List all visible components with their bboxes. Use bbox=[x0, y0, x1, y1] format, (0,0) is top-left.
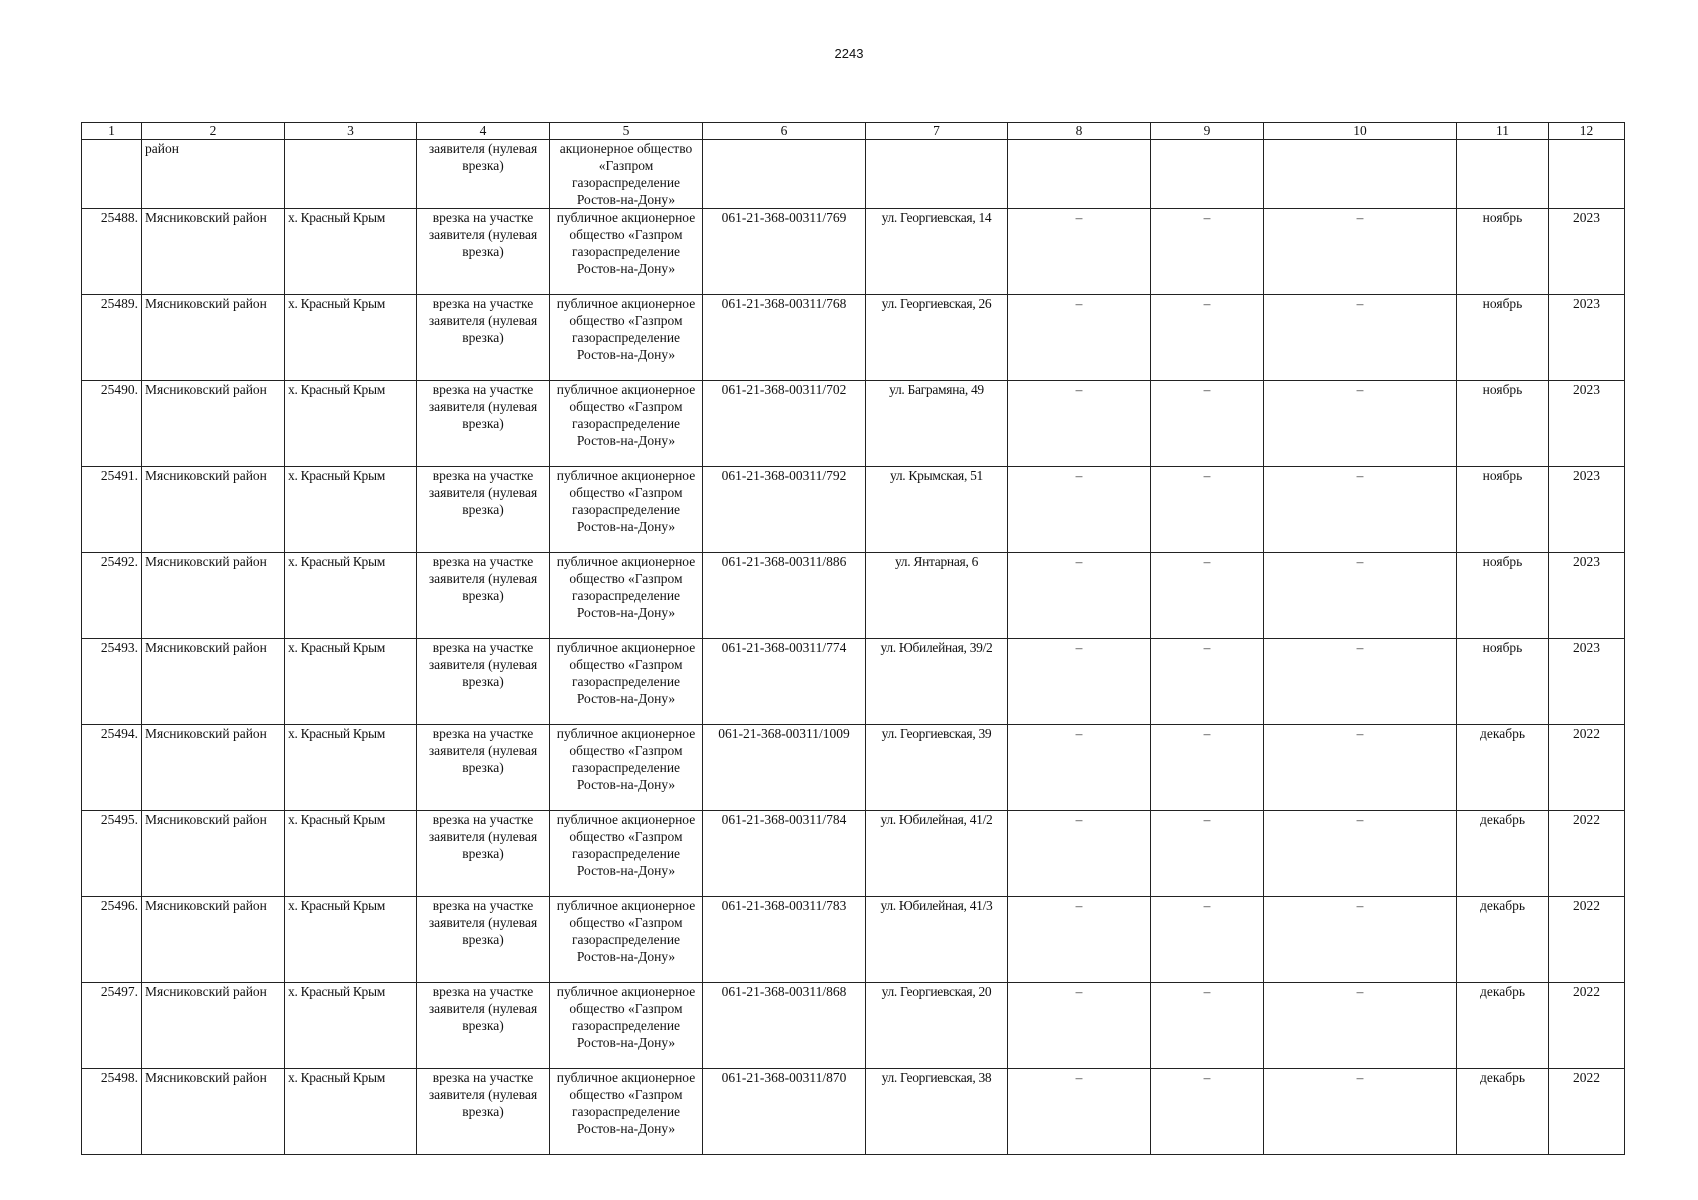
cell-address: ул. Георгиевская, 38 bbox=[866, 1069, 1008, 1155]
column-number-2: 2 bbox=[142, 123, 285, 140]
cell-address: ул. Баграмяна, 49 bbox=[866, 381, 1008, 467]
cell-year: 2022 bbox=[1549, 983, 1625, 1069]
cell-year: 2023 bbox=[1549, 295, 1625, 381]
cell-permit-number: 061-21-368-00311/870 bbox=[703, 1069, 866, 1155]
cell-month: декабрь bbox=[1457, 725, 1549, 811]
cell-col-10: – bbox=[1264, 811, 1457, 897]
cell-address: ул. Крымская, 51 bbox=[866, 467, 1008, 553]
cell-col-8: – bbox=[1008, 639, 1151, 725]
cell-connection-type: врезка на участке заявителя (нулевая врезка) bbox=[417, 983, 550, 1069]
cell-year: 2022 bbox=[1549, 1069, 1625, 1155]
table-row bbox=[82, 811, 1625, 897]
cell-col-10: – bbox=[1264, 209, 1457, 295]
column-number-1: 1 bbox=[82, 123, 142, 140]
cell-organization: публичное акционерное общество «Газпром газораспределение Ростов-на-Дону» bbox=[550, 553, 703, 639]
cell-address: ул. Янтарная, 6 bbox=[866, 553, 1008, 639]
cell-year: 2023 bbox=[1549, 467, 1625, 553]
cell-settlement: х. Красный Крым bbox=[285, 209, 417, 295]
cell-col-8: – bbox=[1008, 1069, 1151, 1155]
cell-col-8: – bbox=[1008, 553, 1151, 639]
cell-row-number: 25492. bbox=[82, 553, 142, 639]
cell-year: 2023 bbox=[1549, 639, 1625, 725]
cell-permit-number: 061-21-368-00311/868 bbox=[703, 983, 866, 1069]
cell-district: Мясниковский район bbox=[142, 897, 285, 983]
cell-col-9: – bbox=[1151, 467, 1264, 553]
cell-month: ноябрь bbox=[1457, 381, 1549, 467]
cell-organization: публичное акционерное общество «Газпром газораспределение Ростов-на-Дону» bbox=[550, 725, 703, 811]
cell-permit-number: 061-21-368-00311/774 bbox=[703, 639, 866, 725]
cell-permit-number: 061-21-368-00311/783 bbox=[703, 897, 866, 983]
cell-row-number: 25495. bbox=[82, 811, 142, 897]
cell-year: 2022 bbox=[1549, 811, 1625, 897]
cell-permit-number: 061-21-368-00311/702 bbox=[703, 381, 866, 467]
cell-organization: публичное акционерное общество «Газпром газораспределение Ростов-на-Дону» bbox=[550, 209, 703, 295]
cell-connection-type: врезка на участке заявителя (нулевая врезка) bbox=[417, 209, 550, 295]
cell-organization: публичное акционерное общество «Газпром газораспределение Ростов-на-Дону» bbox=[550, 811, 703, 897]
cell-row-number: 25491. bbox=[82, 467, 142, 553]
cell-col-9: – bbox=[1151, 381, 1264, 467]
table-row bbox=[82, 467, 1625, 553]
cell-connection-type: врезка на участке заявителя (нулевая врезка) bbox=[417, 1069, 550, 1155]
table-row bbox=[82, 1069, 1625, 1155]
column-number-11: 11 bbox=[1457, 123, 1549, 140]
cell-row-number: 25498. bbox=[82, 1069, 142, 1155]
column-number-12: 12 bbox=[1549, 123, 1625, 140]
cell-col-9: – bbox=[1151, 1069, 1264, 1155]
cell-month: декабрь bbox=[1457, 811, 1549, 897]
cell-month: декабрь bbox=[1457, 1069, 1549, 1155]
cell-connection-type: заявителя (нулевая врезка) bbox=[417, 140, 550, 209]
cell-col-9 bbox=[1151, 140, 1264, 209]
cell-address: ул. Юбилейная, 41/2 bbox=[866, 811, 1008, 897]
table-row bbox=[82, 897, 1625, 983]
cell-district: Мясниковский район bbox=[142, 639, 285, 725]
cell-row-number: 25490. bbox=[82, 381, 142, 467]
cell-col-10: – bbox=[1264, 725, 1457, 811]
cell-row-number: 25488. bbox=[82, 209, 142, 295]
cell-col-10: – bbox=[1264, 897, 1457, 983]
cell-district: Мясниковский район bbox=[142, 381, 285, 467]
continuation-row bbox=[82, 140, 1625, 209]
cell-settlement: х. Красный Крым bbox=[285, 467, 417, 553]
cell-permit-number: 061-21-368-00311/769 bbox=[703, 209, 866, 295]
cell-organization: акционерное общество «Газпром газораспределение Ростов-на-Дону» bbox=[550, 140, 703, 209]
cell-col-10: – bbox=[1264, 639, 1457, 725]
column-number-3: 3 bbox=[285, 123, 417, 140]
cell-month bbox=[1457, 140, 1549, 209]
table-row bbox=[82, 553, 1625, 639]
cell-year bbox=[1549, 140, 1625, 209]
cell-district: Мясниковский район bbox=[142, 553, 285, 639]
cell-district: Мясниковский район bbox=[142, 1069, 285, 1155]
cell-connection-type: врезка на участке заявителя (нулевая врезка) bbox=[417, 467, 550, 553]
cell-district: Мясниковский район bbox=[142, 295, 285, 381]
table-row bbox=[82, 295, 1625, 381]
cell-month: декабрь bbox=[1457, 897, 1549, 983]
cell-col-10: – bbox=[1264, 983, 1457, 1069]
cell-row-number: 25496. bbox=[82, 897, 142, 983]
cell-organization: публичное акционерное общество «Газпром газораспределение Ростов-на-Дону» bbox=[550, 983, 703, 1069]
cell-year: 2023 bbox=[1549, 553, 1625, 639]
cell-address: ул. Юбилейная, 41/3 bbox=[866, 897, 1008, 983]
cell-district: Мясниковский район bbox=[142, 209, 285, 295]
cell-col-8: – bbox=[1008, 295, 1151, 381]
cell-col-10: – bbox=[1264, 553, 1457, 639]
cell-organization: публичное акционерное общество «Газпром газораспределение Ростов-на-Дону» bbox=[550, 897, 703, 983]
cell-connection-type: врезка на участке заявителя (нулевая врезка) bbox=[417, 639, 550, 725]
cell-connection-type: врезка на участке заявителя (нулевая врезка) bbox=[417, 897, 550, 983]
table-row bbox=[82, 725, 1625, 811]
table-body bbox=[82, 140, 1625, 1155]
cell-settlement: х. Красный Крым bbox=[285, 725, 417, 811]
cell-connection-type: врезка на участке заявителя (нулевая врезка) bbox=[417, 811, 550, 897]
cell-settlement: х. Красный Крым bbox=[285, 1069, 417, 1155]
cell-row-number: 25489. bbox=[82, 295, 142, 381]
cell-row-number: 25493. bbox=[82, 639, 142, 725]
column-number-8: 8 bbox=[1008, 123, 1151, 140]
cell-month: декабрь bbox=[1457, 983, 1549, 1069]
cell-col-8: – bbox=[1008, 811, 1151, 897]
cell-row-number: 25494. bbox=[82, 725, 142, 811]
cell-col-9: – bbox=[1151, 725, 1264, 811]
cell-col-10: – bbox=[1264, 467, 1457, 553]
cell-col-9: – bbox=[1151, 553, 1264, 639]
cell-month: ноябрь bbox=[1457, 295, 1549, 381]
cell-address: ул. Георгиевская, 26 bbox=[866, 295, 1008, 381]
cell-col-8: – bbox=[1008, 467, 1151, 553]
cell-permit-number: 061-21-368-00311/784 bbox=[703, 811, 866, 897]
cell-address: ул. Георгиевская, 14 bbox=[866, 209, 1008, 295]
cell-permit-number: 061-21-368-00311/768 bbox=[703, 295, 866, 381]
column-number-5: 5 bbox=[550, 123, 703, 140]
cell-year: 2022 bbox=[1549, 725, 1625, 811]
cell-organization: публичное акционерное общество «Газпром газораспределение Ростов-на-Дону» bbox=[550, 381, 703, 467]
column-number-4: 4 bbox=[417, 123, 550, 140]
cell-col-9: – bbox=[1151, 811, 1264, 897]
column-number-6: 6 bbox=[703, 123, 866, 140]
cell-district: район bbox=[142, 140, 285, 209]
cell-col-9: – bbox=[1151, 983, 1264, 1069]
cell-address: ул. Георгиевская, 39 bbox=[866, 725, 1008, 811]
cell-settlement: х. Красный Крым bbox=[285, 811, 417, 897]
cell-settlement: х. Красный Крым bbox=[285, 553, 417, 639]
table-row bbox=[82, 983, 1625, 1069]
cell-month: ноябрь bbox=[1457, 553, 1549, 639]
cell-col-8: – bbox=[1008, 983, 1151, 1069]
cell-district: Мясниковский район bbox=[142, 811, 285, 897]
column-number-10: 10 bbox=[1264, 123, 1457, 140]
cell-col-9: – bbox=[1151, 209, 1264, 295]
cell-settlement: х. Красный Крым bbox=[285, 639, 417, 725]
table-row bbox=[82, 209, 1625, 295]
cell-district: Мясниковский район bbox=[142, 725, 285, 811]
cell-col-10 bbox=[1264, 140, 1457, 209]
cell-year: 2022 bbox=[1549, 897, 1625, 983]
cell-col-9: – bbox=[1151, 897, 1264, 983]
cell-row-number: 25497. bbox=[82, 983, 142, 1069]
cell-col-8: – bbox=[1008, 209, 1151, 295]
cell-address: ул. Юбилейная, 39/2 bbox=[866, 639, 1008, 725]
cell-col-8: – bbox=[1008, 381, 1151, 467]
cell-col-10: – bbox=[1264, 295, 1457, 381]
cell-connection-type: врезка на участке заявителя (нулевая врезка) bbox=[417, 381, 550, 467]
cell-address: ул. Георгиевская, 20 bbox=[866, 983, 1008, 1069]
cell-connection-type: врезка на участке заявителя (нулевая врезка) bbox=[417, 553, 550, 639]
table-row bbox=[82, 639, 1625, 725]
cell-organization: публичное акционерное общество «Газпром газораспределение Ростов-на-Дону» bbox=[550, 295, 703, 381]
cell-permit-number: 061-21-368-00311/792 bbox=[703, 467, 866, 553]
cell-settlement: х. Красный Крым bbox=[285, 295, 417, 381]
cell-settlement: х. Красный Крым bbox=[285, 381, 417, 467]
cell-year: 2023 bbox=[1549, 381, 1625, 467]
cell-col-8: – bbox=[1008, 725, 1151, 811]
cell-connection-type: врезка на участке заявителя (нулевая врезка) bbox=[417, 295, 550, 381]
cell-district: Мясниковский район bbox=[142, 467, 285, 553]
cell-organization: публичное акционерное общество «Газпром газораспределение Ростов-на-Дону» bbox=[550, 1069, 703, 1155]
cell-organization: публичное акционерное общество «Газпром газораспределение Ростов-на-Дону» bbox=[550, 467, 703, 553]
cell-district: Мясниковский район bbox=[142, 983, 285, 1069]
cell-settlement: х. Красный Крым bbox=[285, 983, 417, 1069]
column-number-9: 9 bbox=[1151, 123, 1264, 140]
cell-settlement: х. Красный Крым bbox=[285, 897, 417, 983]
cell-organization: публичное акционерное общество «Газпром газораспределение Ростов-на-Дону» bbox=[550, 639, 703, 725]
page-number: 2243 bbox=[834, 46, 864, 61]
cell-col-9: – bbox=[1151, 295, 1264, 381]
table-row bbox=[82, 381, 1625, 467]
cell-col-10: – bbox=[1264, 1069, 1457, 1155]
cell-month: ноябрь bbox=[1457, 467, 1549, 553]
cell-permit-number: 061-21-368-00311/1009 bbox=[703, 725, 866, 811]
column-number-row bbox=[82, 123, 1625, 140]
column-number-7: 7 bbox=[866, 123, 1008, 140]
cell-permit-number bbox=[703, 140, 866, 209]
cell-permit-number: 061-21-368-00311/886 bbox=[703, 553, 866, 639]
cell-col-8: – bbox=[1008, 897, 1151, 983]
cell-col-8 bbox=[1008, 140, 1151, 209]
cell-year: 2023 bbox=[1549, 209, 1625, 295]
register-table bbox=[81, 122, 1625, 1155]
cell-col-9: – bbox=[1151, 639, 1264, 725]
cell-connection-type: врезка на участке заявителя (нулевая врезка) bbox=[417, 725, 550, 811]
cell-col-10: – bbox=[1264, 381, 1457, 467]
cell-month: ноябрь bbox=[1457, 639, 1549, 725]
cell-row-number bbox=[82, 140, 142, 209]
cell-address bbox=[866, 140, 1008, 209]
cell-settlement bbox=[285, 140, 417, 209]
cell-month: ноябрь bbox=[1457, 209, 1549, 295]
